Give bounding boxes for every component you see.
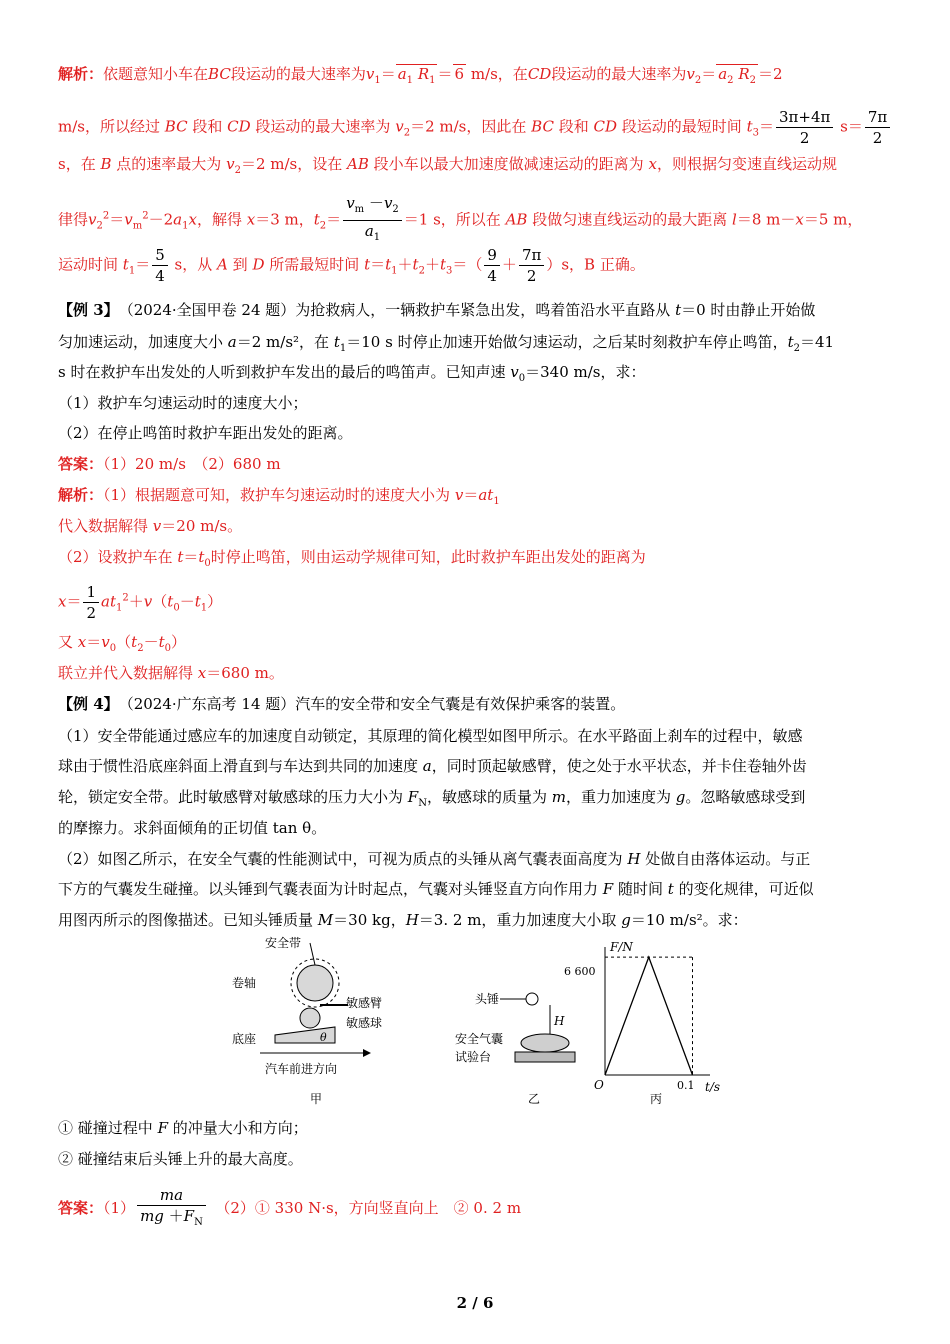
test-bench: [515, 1052, 575, 1062]
text: ＝2 m/s，设在: [240, 155, 343, 173]
airbag: [521, 1034, 569, 1052]
text: 代入数据解得: [58, 517, 149, 535]
text: 联立并代入数据解得: [58, 664, 194, 682]
figure-group: [170, 935, 730, 1175]
page-number: 2 / 6: [456, 1294, 494, 1312]
example-3-line-2: 匀加速运动，加速度大小 a＝2 m/s²，在 $t_1=10$ s 时停止加速开始做匀速运动，之后某时刻救护车停止鸣笛，$t_2=41$: [58, 333, 835, 354]
text: ，重力加速度为: [566, 788, 672, 806]
label-arm: 敏感臂: [346, 996, 383, 1010]
text: （1）: [103, 1199, 136, 1217]
text: ，则根据匀变速直线运动规: [656, 155, 837, 173]
x-tick-label: 0.1: [677, 1079, 695, 1092]
text: ＝0 时由静止开始做: [681, 301, 816, 319]
example-4-p2c: 用图丙所示的图像描述。已知头锤质量 M＝30 kg，H＝3. 2 m，重力加速度大小取 g＝10 m/s²。求：: [58, 911, 748, 929]
example-3-analysis-3: （2）设救护车在 $t=t_0$时停止鸣笛，则由运动学规律可知，此时救护车距出发处的距离为: [58, 548, 646, 569]
example-3-tag: 【例 3】: [58, 301, 112, 319]
analysis-label: 解析：: [58, 486, 104, 504]
text: ＝3 m，: [255, 210, 314, 229]
text: （2）如图乙所示，在安全气囊的性能测试中，可视为质点的头锤从离气囊表面高度为: [58, 850, 623, 868]
text: 点的速率最大为: [116, 155, 222, 173]
example-4-p1b: 球由于惯性沿底座斜面上滑直到与车达到共同的加速度 a，同时顶起敏感臂，使之处于水平状态，并卡住卷轴外齿: [58, 757, 807, 775]
origin-label: O: [594, 1078, 604, 1092]
text: s＝: [840, 117, 863, 136]
text: ＝3. 2 m，重力加速度大小取: [418, 911, 617, 929]
text: ＝2 m/s，因此在: [410, 117, 527, 136]
text: m/s，在: [470, 65, 528, 83]
analysis-label: 解析：: [58, 65, 104, 83]
text: 到: [232, 255, 248, 274]
label-direction: 汽车前进方向: [265, 1062, 338, 1076]
x-axis-label: t/s: [705, 1080, 721, 1094]
text: ＝680 m。: [206, 664, 284, 682]
analysis-line-1: 解析：依题意知小车在BC段运动的最大速率为$v_1= a_1$ $R_1 = 6$ m/s，在CD段运动的最大速率为$v_2= a_2$ $R_2 =2$: [58, 63, 783, 92]
label-bench: 试验台: [455, 1050, 492, 1064]
answer-label: 答案：: [58, 455, 104, 473]
example-4-tag: 【例 4】: [58, 695, 112, 713]
example-3-analysis-1: 解析：（1）根据题意可知，救护车匀速运动时的速度大小为 $v=at_1$: [58, 486, 500, 507]
text: ＝10 m/s²。求：: [630, 911, 748, 929]
text: ，同时顶起敏感臂，使之处于水平状态，并卡住卷轴外齿: [431, 757, 807, 775]
example-4-p2b: 下方的气囊发生碰撞。以头锤到气囊表面为计时起点，气囊对头锤竖直方向作用力 F 随时间 t 的变化规律，可近似: [58, 880, 814, 898]
analysis-line-2: m/s，所以经过 BC 段和 CD 段运动的最大速率为 $v_2=2$ m/s，因此在 BC 段和 CD 段运动的最短时间 $t_3=$ $\frac{3\pi+4\pi}{2}$ s＝ $\frac{7\pi}{2}$: [58, 107, 892, 148]
text: 段小车以最大加速度做减速运动的距离为: [373, 155, 644, 173]
example-3-analysis-4: x＝ $\frac{1}{2}$ $at_1^2+v(t_0-t_1)$: [58, 583, 223, 622]
analysis-line-4: 律得$v_2^2=v_m^2-2a_1x$，解得 x＝3 m，$t_2=$ $\frac{v_m -v_2}{a_1}$ ＝1 s，所以在 AB 段做匀速直线运动的最大距离 l＝8 m－x＝5 m，: [58, 194, 863, 243]
label-belt: 安全带: [265, 936, 302, 950]
example-4-p1a: （1）安全带能通过感应车的加速度自动锁定，其原理的简化模型如图甲所示。在水平路面上刹车的过程中，敏感: [58, 727, 803, 745]
text: 段运动的最短时间: [621, 117, 742, 136]
text: 运动时间: [58, 255, 119, 274]
text: BC: [208, 65, 231, 83]
caption-yi: 乙: [528, 1092, 541, 1106]
example-4-p2a: （2）如图乙所示，在安全气囊的性能测试中，可视为质点的头锤从离气囊表面高度为 H 处做自由落体运动。与正: [58, 850, 811, 868]
text: ＝1 s，所以在: [403, 210, 501, 229]
text: s，在: [58, 155, 96, 173]
text: s 时在救护车出发处的人听到救护车发出的最后的鸣笛声。已知声速: [58, 363, 506, 381]
label-theta: θ: [320, 1031, 327, 1044]
text: 段和: [192, 117, 223, 136]
text: 依题意知小车在: [103, 65, 209, 83]
text: 处做自由落体运动。与正: [645, 850, 811, 868]
text: ① 碰撞过程中: [58, 1119, 153, 1137]
caption-jia: 甲: [310, 1092, 323, 1106]
label-base: 底座: [232, 1032, 257, 1046]
text: ＝340 m/s，求：: [525, 363, 646, 381]
text: ＝2: [758, 65, 783, 83]
text: 的冲量大小和方向；: [172, 1119, 308, 1137]
example-3-analysis-2: 代入数据解得 v＝20 m/s。: [58, 517, 243, 535]
y-tick-label: 6 600: [564, 965, 596, 978]
example-4-p1d: 的摩擦力。求斜面倾角的正切值 tan θ。: [58, 819, 327, 837]
text: ，敏感球的质量为: [426, 788, 547, 806]
answer-label: 答案：: [58, 1199, 104, 1217]
text: 随时间: [618, 880, 664, 898]
text: 段运动的最大速率为: [230, 65, 366, 83]
gear-icon: [297, 965, 333, 1001]
text: ＝10 s 时停止加速开始做匀速运动，之后某时刻救护车停止鸣笛，: [346, 333, 788, 351]
example-3-line-3: s 时在救护车出发处的人听到救护车发出的最后的鸣笛声。已知声速 $v_0=340$ m/s，求：: [58, 363, 646, 384]
example-3-sub-1: （1）救护车匀速运动时的速度大小；: [58, 394, 308, 412]
text: （1）根据题意可知，救护车匀速运动时的速度大小为: [103, 486, 451, 504]
example-3-line-1: 【例 3】 （2024·全国甲卷 24 题）为抢救病人，一辆救护车紧急出发，鸣着笛沿水平直路从 t＝0 时由静止开始做: [58, 301, 816, 319]
example-3-sub-2: （2）在停止鸣笛时救护车距出发处的距离。: [58, 424, 353, 442]
hammer: [526, 993, 538, 1005]
text: 轮，锁定安全带。此时敏感臂对敏感球的压力大小为: [58, 788, 404, 806]
example-3-analysis-6: 联立并代入数据解得 x＝680 m。: [58, 664, 284, 682]
text: m/s，所以经过: [58, 117, 160, 136]
example-3-source: （2024·全国甲卷 24 题）: [126, 301, 296, 319]
example-4-source: （2024·广东高考 14 题）: [126, 695, 296, 713]
example-4-p1c: 轮，锁定安全带。此时敏感臂对敏感球的压力大小为 $F_N$，敏感球的质量为 m，重力加速度为 g。忽略敏感球受到: [58, 788, 806, 809]
text: 为抢救病人，一辆救护车紧急出发，鸣着笛沿水平直路从: [295, 301, 671, 319]
example-3-analysis-5: 又 $x=v_0(t_2-t_0)$: [58, 633, 186, 654]
text: s，B 正确。: [561, 255, 645, 274]
example-4-line-1: [58, 693, 625, 715]
text: CD: [527, 65, 552, 83]
text: ＝41: [799, 333, 835, 351]
text: 律得: [58, 210, 89, 229]
text: ，解得: [196, 210, 242, 229]
sensor-ball: [300, 1008, 320, 1028]
label-h: H: [554, 1014, 565, 1028]
text: 的变化规律，可近似: [678, 880, 814, 898]
text: 下方的气囊发生碰撞。以头锤到气囊表面为计时起点，气囊对头锤竖直方向作用力: [58, 880, 599, 898]
text: ＝20 m/s。: [161, 517, 243, 535]
example-4-q2: ② 碰撞结束后头锤上升的最大高度。: [58, 1150, 303, 1168]
figure-bing-chart: [564, 940, 720, 1106]
label-reel: 卷轴: [232, 976, 257, 990]
text: （2）设救护车在: [58, 548, 173, 566]
series-line: [605, 957, 693, 1075]
text: ＝2 m/s²，在: [236, 333, 330, 351]
text: 球由于惯性沿底座斜面上滑直到与车达到共同的加速度: [58, 757, 419, 775]
figure-yi: [455, 991, 575, 1106]
figure-jia: [232, 935, 382, 1106]
caption-bing: 丙: [650, 1092, 663, 1106]
text: ＝5 m，: [803, 210, 863, 229]
text: 时停止鸣笛，则由运动学规律可知，此时救护车距出发处的距离为: [210, 548, 646, 566]
text: ＝8 m－: [736, 210, 796, 229]
text: 又: [58, 633, 74, 651]
text: 匀加速运动，加速度大小: [58, 333, 224, 351]
example-4-answer: 答案：（1） $\frac{ma}{mg +F_N}$ （2）① 330 N·s，方向竖直向上 ② 0. 2 m: [58, 1186, 522, 1228]
text: 汽车的安全带和安全气囊是有效保护乘客的装置。: [295, 695, 626, 713]
example-4-q1: ① 碰撞过程中 F 的冲量大小和方向；: [58, 1119, 308, 1137]
text: 段做匀速直线运动的最大距离: [532, 210, 728, 229]
analysis-line-3: s，在 B 点的速率最大为 $v_2=2$ m/s，设在 AB 段小车以最大加速度做减速运动的距离为 x，则根据匀变速直线运动规: [58, 155, 837, 176]
y-axis-label: F/N: [610, 940, 633, 954]
label-airbag: 安全气囊: [455, 1032, 504, 1046]
text: s，从: [174, 255, 213, 274]
belt-line: [310, 943, 315, 965]
text: ＝30 kg，: [333, 911, 406, 929]
example-3-answer: [58, 453, 281, 475]
text: 段运动的最大速率为: [255, 117, 391, 136]
figure-svg: [170, 935, 730, 1115]
text: 段运动的最大速率为: [551, 65, 687, 83]
label-ball: 敏感球: [346, 1016, 383, 1030]
text: 所需最短时间: [269, 255, 360, 274]
text: 用图丙所示的图像描述。已知头锤质量: [58, 911, 314, 929]
text: （1）20 m/s （2）680 m: [103, 455, 281, 473]
text: 。忽略敏感球受到: [685, 788, 806, 806]
text: （2）① 330 N·s，方向竖直向上 ② 0. 2 m: [222, 1199, 522, 1217]
analysis-line-5: 运动时间 $t_1=$ $\frac{5}{4}$ s，从 A 到 D 所需最短时间 $t=t_1+t_2+t_3=$（ $\frac{9}{4}$ ＋ $\frac{7\pi}{2}$ ）s，B 正确。: [58, 246, 645, 285]
label-hammer: 头锤: [475, 992, 500, 1006]
